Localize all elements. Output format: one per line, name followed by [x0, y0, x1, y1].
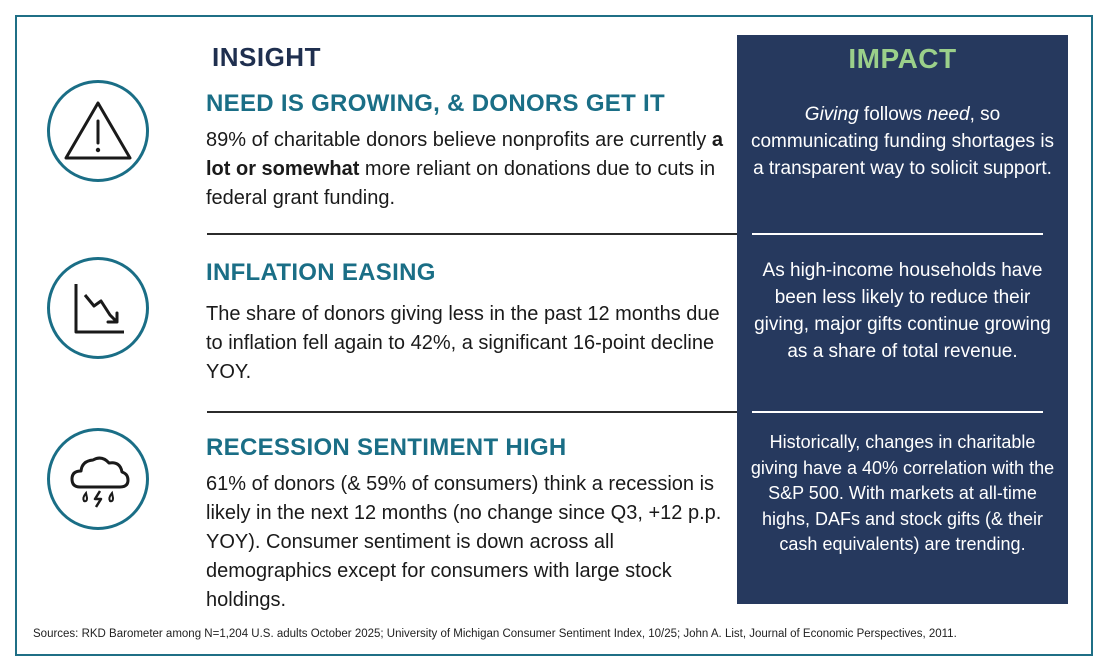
section-divider: [207, 411, 737, 413]
section-body-need: [206, 126, 726, 213]
section-title-need: NEED IS GROWING, & DONORS GET IT: [206, 90, 665, 117]
impact-text-inflation: As high-income households have been less likely to reduce their giving, major gifts continue growing as a share of total revenue.: [754, 260, 1051, 362]
impact-text-part: , so communicating funding shortages is a transparent way to solicit support.: [750, 104, 1055, 179]
impact-divider: [752, 411, 1043, 413]
impact-text-need: [749, 101, 1056, 182]
body-text-part: 89% of charitable donors believe nonprofits are currently: [206, 129, 712, 151]
declining-chart-icon: [47, 257, 149, 359]
section-divider: [207, 233, 737, 235]
impact-divider: [752, 233, 1043, 235]
impact-text-part: follows: [858, 104, 928, 125]
impact-header: IMPACT: [848, 43, 957, 74]
section-body-inflation: The share of donors giving less in the past 12 months due to inflation fell again to 42%, a significant 16-point decline YOY.: [206, 303, 720, 383]
impact-panel: [737, 35, 1068, 604]
impact-emphasis-giving: Giving: [804, 104, 859, 125]
section-body-recession: 61% of donors (& 59% of consumers) think a recession is likely in the next 12 months (no change since Q3, +12 p.p. YOY). Consumer sentiment is down across all demographics except for consumers with large stock holdings.: [206, 473, 722, 611]
impact-emphasis-need: need: [927, 104, 970, 125]
body-text-part: more reliant on donations due to cuts in federal grant funding.: [206, 158, 716, 209]
warning-triangle-icon: [47, 80, 149, 182]
storm-cloud-icon: [47, 428, 149, 530]
section-title-inflation: INFLATION EASING: [206, 259, 436, 286]
body-bold-text: a lot or somewhat: [206, 129, 723, 180]
impact-text-recession: Historically, changes in charitable giving have a 40% correlation with the S&P 500. With markets at all-time highs, DAFs and stock gifts (& their cash equivalents) are trending.: [750, 432, 1055, 554]
section-title-recession: RECESSION SENTIMENT HIGH: [206, 434, 567, 461]
insight-header: INSIGHT: [212, 42, 321, 72]
sources-footnote: Sources: RKD Barometer among N=1,204 U.S. adults October 2025; University of Michigan Consumer Sentiment Index, 10/25; John A. List, Journal of Economic Perspectives, 2011.: [33, 628, 957, 640]
